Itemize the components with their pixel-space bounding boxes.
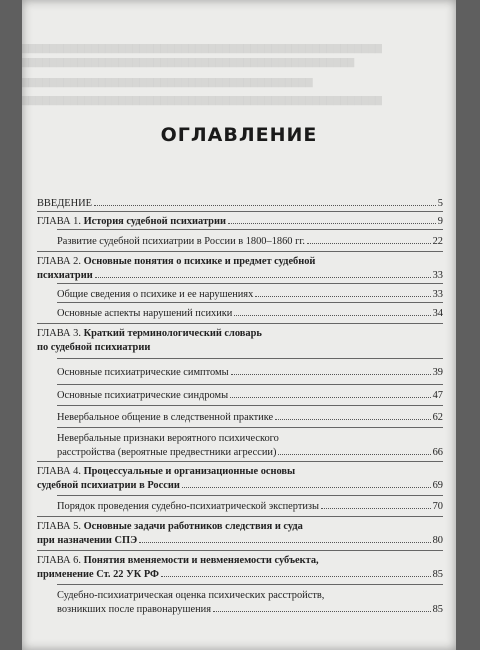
chapter-title-line1 [37, 466, 443, 477]
chapter-title: Понятия вменяемости и невменяемости субъекта, [83, 555, 319, 566]
toc-block-intro [37, 196, 443, 211]
toc-block-chapter-2 [37, 252, 443, 283]
chapter-title-cont: судебной психиатрии в России [37, 480, 180, 491]
bleed-through-text: ████████████████████████████████████████████████████ [22, 44, 382, 54]
chapter-title-cont: психиатрии [37, 270, 93, 281]
toc-entry-label: Основные аспекты нарушений психики [57, 308, 233, 319]
toc-page-number: 5 [437, 198, 443, 209]
dot-leader [275, 419, 430, 420]
toc-page-number: 39 [432, 367, 443, 378]
toc-block-chapter-3 [37, 324, 443, 358]
chapter-prefix: ГЛАВА 6. [37, 555, 81, 566]
toc-entry-label: расстройства (вероятные предвестники агрессии) [57, 447, 277, 458]
chapter-title: История судебной психиатрии [83, 216, 226, 227]
toc-title: ОГЛАВЛЕНИЕ [160, 124, 318, 146]
toc-page-number: 80 [432, 535, 443, 546]
toc-page-number: 85 [432, 569, 443, 580]
toc-page-number: 70 [432, 501, 443, 512]
chapter-title: Процессуальные и организационные основы [83, 466, 296, 477]
chapter-title-line1 [37, 521, 443, 532]
toc-entry-intro[interactable] [37, 198, 443, 209]
toc-block-sub [37, 284, 443, 302]
toc-entry-sub[interactable] [57, 604, 443, 615]
dot-leader [230, 397, 431, 398]
toc-block-sub [37, 428, 443, 461]
chapter-prefix: ГЛАВА 1. [37, 216, 81, 227]
toc-block-sub [37, 230, 443, 251]
toc-entry-sub[interactable] [57, 412, 443, 423]
book-page [22, 0, 456, 650]
toc-page-number: 62 [432, 412, 443, 423]
toc-entry-sub[interactable] [57, 447, 443, 458]
toc-entry-label: Общие сведения о психике и ее нарушениях [57, 289, 254, 300]
dot-leader [182, 487, 431, 488]
toc-page-number: 85 [432, 604, 443, 615]
chapter-title: Основные задачи работников следствия и суда [83, 521, 303, 532]
toc-entry-sub[interactable] [57, 236, 443, 247]
chapter-title-cont: по судебной психиатрии [37, 342, 151, 353]
chapter-prefix: ГЛАВА 2. [37, 256, 81, 267]
toc-entry-chapter-6[interactable] [37, 569, 443, 580]
chapter-title: Основные понятия о психике и предмет судебной [83, 256, 316, 267]
chapter-prefix: ГЛАВА 4. [37, 466, 81, 477]
dot-leader [94, 205, 436, 206]
chapter-title-line1 [37, 555, 443, 566]
table-of-contents [37, 196, 443, 617]
dot-leader [321, 508, 431, 509]
toc-page-number: 33 [432, 270, 443, 281]
dot-leader [255, 296, 430, 297]
toc-entry-label: Основные психиатрические симптомы [57, 367, 229, 378]
toc-entry-sub[interactable] [57, 367, 443, 378]
bleed-through-text: ████████████████████████████████████████████████████ [22, 96, 382, 106]
toc-entry-chapter-4[interactable] [37, 480, 443, 491]
toc-entry-label: возникших после правонарушения [57, 604, 212, 615]
toc-page-number: 69 [432, 480, 443, 491]
toc-page-number: 33 [432, 289, 443, 300]
chapter-title-line1 [37, 328, 443, 339]
chapter-title-cont: применение Ст. 22 УК РФ [37, 569, 159, 580]
chapter-prefix: ГЛАВА 3. [37, 328, 81, 339]
dot-leader [228, 223, 436, 224]
toc-block-sub [37, 406, 443, 425]
toc-entry-sub[interactable] [57, 390, 443, 401]
toc-entry-label: Развитие судебной психиатрии в России в 1800–1860 гг. [57, 236, 306, 247]
toc-block-sub [37, 303, 443, 323]
toc-entry-chapter-1[interactable] [37, 216, 443, 227]
bleed-through-text: ██████████████████████████████████████████ [22, 78, 313, 88]
toc-entry-sub[interactable] [57, 289, 443, 300]
toc-block-sub [37, 585, 443, 617]
toc-block-sub [37, 496, 443, 516]
toc-page-number: 34 [432, 308, 443, 319]
dot-leader [278, 454, 430, 455]
toc-entry-chapter-3[interactable] [37, 342, 443, 356]
chapter-title-cont: при назначении СПЭ [37, 535, 138, 546]
toc-entry-label: Основные психиатрические синдромы [57, 390, 229, 401]
toc-entry-line1: Судебно-психиатрическая оценка психических расстройств, [57, 590, 325, 601]
toc-block-chapter-4 [37, 462, 443, 493]
toc-block-chapter-1 [37, 212, 443, 229]
dot-leader [95, 277, 431, 278]
chapter-title: Краткий терминологический словарь [83, 328, 262, 339]
dot-leader [139, 542, 430, 543]
chapter-prefix: ГЛАВА 5. [37, 521, 81, 532]
toc-block-sub [37, 385, 443, 403]
toc-block-chapter-6 [37, 551, 443, 582]
toc-page-number: 66 [432, 447, 443, 458]
dot-leader [161, 576, 431, 577]
bleed-through-text: ████████████████████████████████████████████████ [22, 58, 355, 68]
toc-entry-line1: Невербальные признаки вероятного психического [57, 433, 279, 444]
dot-leader [231, 374, 431, 375]
toc-entry-label: Невербальное общение в следственной практике [57, 412, 274, 423]
toc-page-number: 47 [432, 390, 443, 401]
toc-page-number: 22 [432, 236, 443, 247]
toc-page-number: 9 [437, 216, 443, 227]
toc-entry-chapter-2[interactable] [37, 270, 443, 281]
dot-leader [213, 611, 431, 612]
toc-entry-label: ВВЕДЕНИЕ [37, 198, 92, 209]
toc-entry-sub[interactable] [57, 308, 443, 319]
toc-entry-chapter-5[interactable] [37, 535, 443, 548]
dot-leader [307, 243, 431, 244]
toc-entry-sub[interactable] [57, 501, 443, 512]
toc-block-chapter-5 [37, 517, 443, 550]
dot-leader [234, 315, 430, 316]
toc-entry-label: Порядок проведения судебно-психиатрической экспертизы [57, 501, 320, 512]
toc-block-sub [37, 359, 443, 380]
chapter-title-line1 [37, 256, 443, 267]
